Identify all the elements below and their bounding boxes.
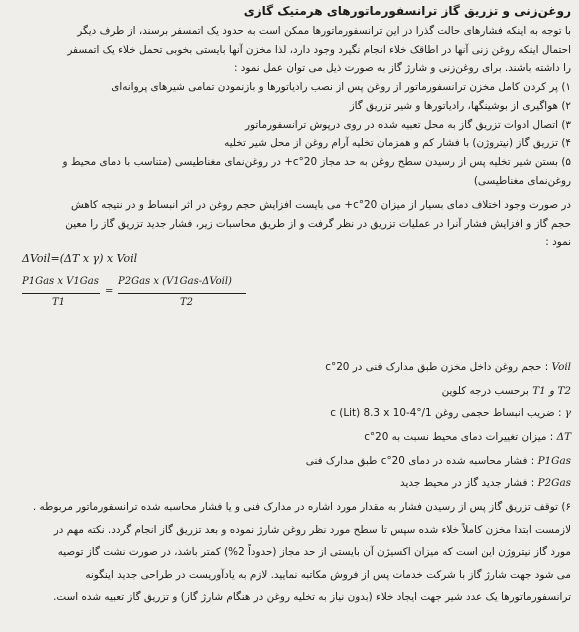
- definition-symbol: P1Gas: [537, 455, 571, 467]
- intro-paragraph: [8, 22, 571, 78]
- definition-symbol: P2Gas: [537, 477, 571, 489]
- definition-row: [330, 406, 571, 420]
- paragraph-line: لازمست ابتدا مخزن کاملاً خلاء شده سپس تا سطح مورد نظر روغن شارژ نموده و بعد تزریق گاز انجام گردد. نکته مهم در: [53, 523, 571, 536]
- right-numerator: P2Gas x (V1Gas-ΔVoil): [118, 276, 232, 287]
- paragraph-line: مورد گاز نیتروژن این است که میزان اکسیژن آن بایستی از حد مجاز (حدوداً 2%) کمتر باشد، در صورت نشت گاز توصیه: [57, 546, 571, 558]
- paragraph-line: نمود :: [545, 236, 571, 248]
- definition-text: برحسب درجه کلوین: [441, 385, 529, 397]
- definition-symbol: T1 و T2: [532, 385, 571, 397]
- step6-paragraph: [8, 496, 571, 609]
- right-denominator: T2: [180, 297, 194, 308]
- definition-text: : حجم روغن داخل مخزن طبق مدارک فنی در 20°c: [325, 361, 549, 373]
- steps-list: [8, 78, 571, 191]
- definition-symbol: Voil: [551, 361, 571, 373]
- intro-line: با توجه به اینکه فشارهای حالت گذرا در این ترانسفورماتورها ممکن است به حدود یک اتمسفر برسند، از طرف دیگر: [77, 25, 571, 37]
- paragraph-line: حجم گاز و افزایش فشار آنرا در عملیات تزریق در نظر گرفت و از طریق محاسبات زیر، فشار جدید تزریق گاز را معین: [65, 217, 571, 230]
- step-item: ۳) اتصال ادوات تزریق گاز به محل تعبیه شده در روی درپوش ترانسفورماتور: [245, 118, 571, 131]
- step-item: ۲) هواگیری از بوشینگها، رادیاتورها و شیر تزریق گاز: [349, 99, 571, 112]
- definition-row: [364, 430, 571, 444]
- paragraph-line: می شود جهت شارژ گاز با شرکت خدمات پس از فروش مکاتبه نمایید. لازم به یادآوریست در طراحی جدید اینگونه: [85, 568, 571, 581]
- intro-line: احتمال اینکه روغن زنی آنها در اطاقک خلاء انجام نگیرد وجود دارد، لذا مخزن آنها بایستی بخوبی تحمل خلاء یک اتمسفر: [67, 43, 571, 56]
- equals-sign: =: [105, 286, 114, 297]
- step-item: ۴) تزریق گاز (نیتروژن) با فشار کم و همزمان تخلیه آرام روغن از محل شیر تخلیه: [224, 137, 571, 150]
- page-title: روغن‌زنی و تزریق گاز ترانسفورماتورهای هرمتیک گازی: [243, 4, 571, 18]
- definition-text: : میزان تغییرات دمای محیط نسبت به 20°c: [364, 431, 554, 443]
- definition-symbol: γ: [564, 407, 571, 419]
- left-denominator: T1: [52, 297, 66, 308]
- temperature-paragraph: [8, 196, 571, 252]
- volume-change-formula: ΔVoil=(ΔT x γ) x Voil: [22, 252, 138, 265]
- left-fraction-bar: [22, 293, 100, 294]
- intro-line: را داشته باشند. برای روغن‌زنی و شارژ گاز به صورت ذیل می توان عمل نمود :: [234, 62, 571, 74]
- paragraph-line: در صورت وجود اختلاف دمای بسیار از میزان 20°c+ می بایست افزایش حجم روغن در اثر انبساط و در نتیجه کاهش: [71, 199, 571, 211]
- definition-symbol: ΔT: [556, 431, 571, 443]
- step-item: روغن‌نمای مغناطیسی): [473, 174, 571, 187]
- definition-row: [325, 360, 571, 374]
- definition-text: : فشار محاسبه شده در دمای 20°c طبق مدارک فنی: [305, 455, 535, 467]
- step-item: ۵) بستن شیر تخلیه پس از رسیدن سطح روغن به حد مجاز 20°c+ در روغن‌نمای مغناطیسی (متناسب با دمای محیط و: [62, 156, 571, 169]
- definition-text: : ضریب انبساط حجمی روغن 1/°c (Lit) 8.3 x 10-4: [330, 407, 562, 419]
- paragraph-line: ترانسفورماتورها یک عدد شیر جهت ایجاد خلاء (بدون نیاز به تخلیه روغن در هنگام شارژ گاز) و تزریق گاز تعبیه شده است.: [53, 591, 571, 603]
- definition-row: [400, 476, 571, 490]
- step-item: ۱) پر کردن کامل مخزن ترانسفورماتور از روغن پس از نصب رادیاتورها و بازنمودن تمامی شیرهای پروانه‌ای: [111, 81, 571, 93]
- left-numerator: P1Gas x V1Gas: [22, 276, 99, 287]
- definition-row: [306, 454, 571, 468]
- definition-row: [442, 384, 571, 398]
- right-fraction-bar: [118, 293, 246, 294]
- paragraph-line: ۶) توقف تزریق گاز پس از رسیدن فشار به مقدار مورد اشاره در مدارک فنی و یا فشار محاسبه شده ترانسفورماتور مربوطه .: [32, 501, 571, 513]
- definition-text: : فشار جدید گاز در محیط جدید: [400, 477, 535, 489]
